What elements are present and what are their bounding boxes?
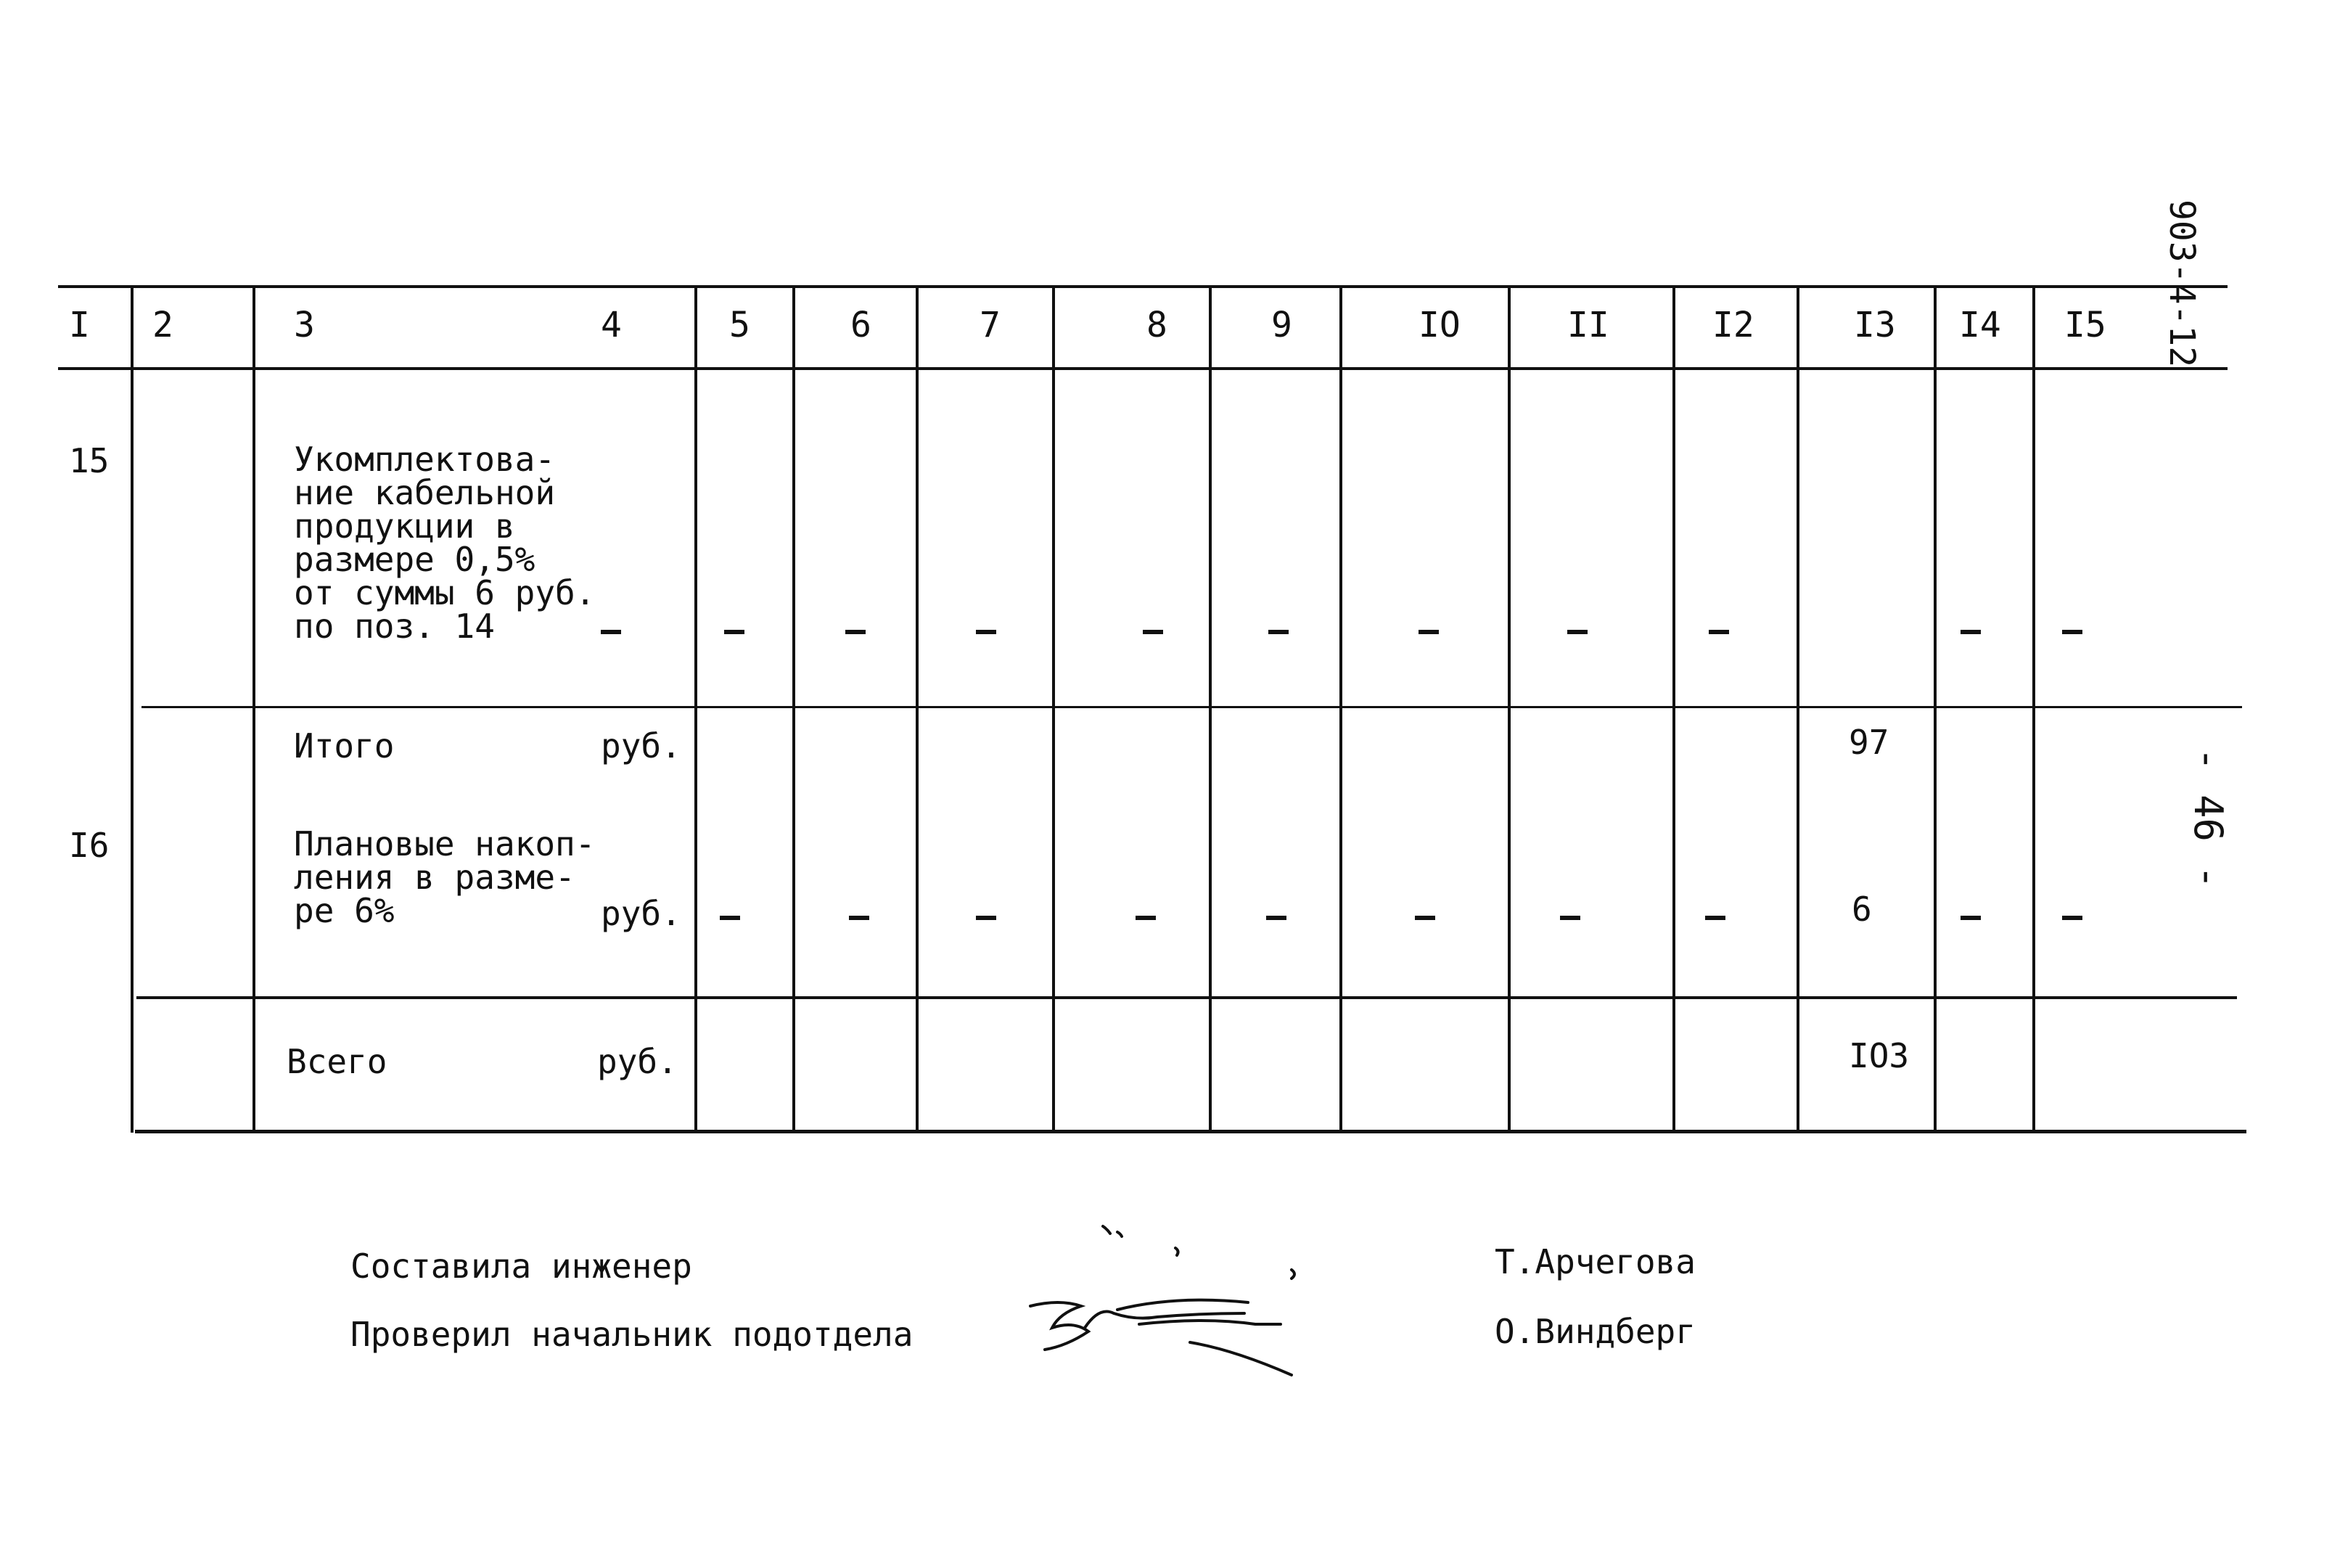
handwritten-signature (1016, 1219, 1364, 1386)
row-15-dash-col8 (1143, 630, 1163, 634)
row-15-description: Укомплектова- ние кабельной продукции в размере 0,5% от суммы 6 руб. по поз. 14 (294, 440, 596, 646)
row-15-dash-col7 (976, 630, 996, 634)
total-col13-value: IO3 (1849, 1036, 1910, 1075)
col-line-12 (1934, 285, 1937, 1133)
row-15-dash-col11 (1567, 630, 1588, 634)
subtotal-col13-value: 97 (1849, 723, 1889, 762)
row-16-dash-col15 (2062, 916, 2082, 920)
col-line-7 (1209, 285, 1212, 1133)
col-header-11: II (1567, 305, 1609, 345)
row-15-dash-col9 (1268, 630, 1289, 634)
col-line-5 (916, 285, 919, 1133)
col-header-8: 8 (1146, 305, 1167, 345)
row-16-dash-col9 (1266, 916, 1286, 920)
subtotal-label: Итого (294, 726, 395, 765)
page-number: - 46 - (2185, 747, 2231, 890)
row-16-dash-col10 (1415, 916, 1435, 920)
row-15-dash-col5 (724, 630, 744, 634)
row-16-col13-value: 6 (1852, 890, 1872, 929)
col-header-9: 9 (1271, 305, 1292, 345)
row-16-dash-col12 (1705, 916, 1725, 920)
row-separator-2 (136, 996, 2237, 999)
col-header-1: I (69, 305, 90, 345)
compiled-by-name: Т.Арчегова (1495, 1242, 1696, 1281)
row-15-dash-col14 (1961, 630, 1981, 634)
col-line-4 (792, 285, 795, 1133)
col-line-3 (694, 285, 697, 1133)
col-header-10: IO (1419, 305, 1461, 345)
col-header-3: 3 (294, 305, 315, 345)
col-header-5: 5 (729, 305, 750, 345)
row-16-number: I6 (69, 826, 110, 865)
col-line-9 (1508, 285, 1511, 1133)
row-16-dash-col7 (976, 916, 996, 920)
row-15-dash-col12 (1709, 630, 1729, 634)
col-line-11 (1797, 285, 1799, 1133)
col-header-6: 6 (850, 305, 871, 345)
subtotal-unit: руб. (601, 726, 681, 765)
row-16-unit: руб. (601, 894, 681, 933)
total-unit: руб. (597, 1042, 678, 1081)
col-line-8 (1339, 285, 1342, 1133)
row-16-dash-col11 (1560, 916, 1580, 920)
row-15-number: 15 (69, 441, 110, 480)
col-line-1 (131, 285, 134, 1133)
col-line-13 (2032, 285, 2035, 1133)
table-bottom-border (135, 1130, 2246, 1133)
row-separator-1 (141, 706, 2242, 708)
row-16-dash-col14 (1961, 916, 1981, 920)
col-header-15: I5 (2064, 305, 2106, 345)
header-bottom-border (58, 367, 2228, 370)
row-16-dash-col5 (720, 916, 740, 920)
col-header-13: I3 (1854, 305, 1896, 345)
row-16-dash-col8 (1136, 916, 1156, 920)
row-15-dash-col4 (601, 630, 621, 634)
col-line-2 (253, 285, 255, 1133)
row-15-dash-col6 (845, 630, 866, 634)
col-header-14: I4 (1959, 305, 2001, 345)
row-16-dash-col6 (849, 916, 869, 920)
row-15-dash-col10 (1419, 630, 1439, 634)
checked-by-name: О.Виндберг (1495, 1312, 1696, 1351)
col-header-12: I2 (1712, 305, 1754, 345)
col-header-7: 7 (980, 305, 1001, 345)
row-16-description: Плановые накоп- ления в разме- ре 6% (294, 824, 596, 930)
document-code: 903-4-12 (2162, 200, 2202, 368)
checked-by-role: Проверил начальник подотдела (350, 1315, 914, 1354)
col-line-10 (1672, 285, 1675, 1133)
table-top-border (58, 285, 2228, 288)
col-line-6 (1052, 285, 1055, 1133)
compiled-by-role: Составила инженер (350, 1247, 692, 1286)
row-15-dash-col15 (2062, 630, 2082, 634)
total-label: Всего (287, 1042, 387, 1081)
col-header-2: 2 (152, 305, 173, 345)
col-header-4: 4 (601, 305, 622, 345)
